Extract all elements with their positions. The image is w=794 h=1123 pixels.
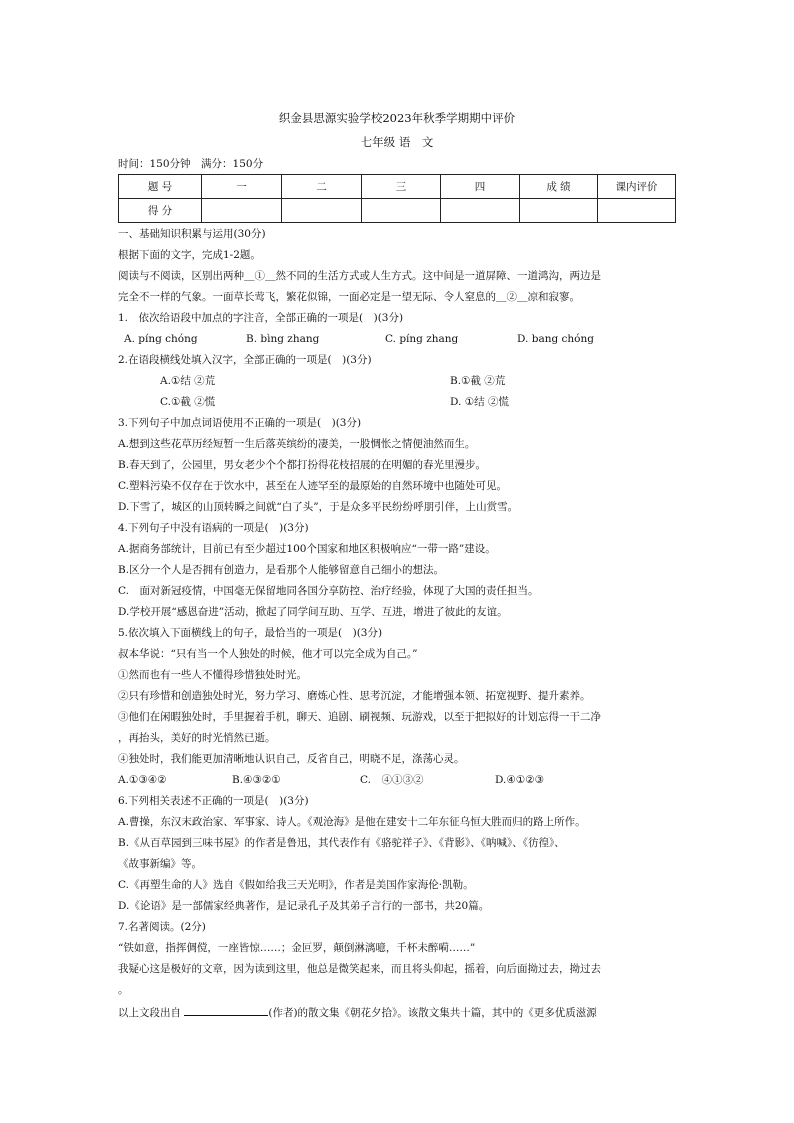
option-b: B.④③②① <box>232 774 281 786</box>
option-b: B.区分一个人是否拥有创造力，是看那个人能够留意自己细小的想法。 <box>118 564 445 576</box>
question-stem: 4.下列句子中没有语病的一项是( )(3分) <box>118 522 309 534</box>
passage-line: 阅读与不阅读，区别出两种＿①＿然不同的生活方式或人生方式。这中间是一道屏障、一道鸿沟，两边是 <box>118 270 601 282</box>
option-a: A.据商务部统计，目前已有至少超过100个国家和地区积极响应“一带一路”建设。 <box>118 543 496 555</box>
score-label-cell: 得 分 <box>119 199 202 223</box>
option-a: A.①结 ②荒 <box>160 375 216 387</box>
option-a: A. píng chóng <box>124 333 198 345</box>
fill-in-line <box>118 1004 597 1020</box>
author-blank[interactable] <box>184 1004 268 1016</box>
header-cell: 课内评价 <box>598 175 676 199</box>
option-a: A.①③④② <box>118 774 167 786</box>
option-b: B.①截 ②荒 <box>450 375 506 387</box>
score-table <box>118 174 676 223</box>
exam-subtitle: 七年级 语 文 <box>360 135 434 149</box>
header-cell: 二 <box>282 175 362 199</box>
section-intro: 根据下面的文字，完成1-2题。 <box>118 249 261 261</box>
question-stem: 1. 依次给语段中加点的字注音，全部正确的一项是( )(3分) <box>118 312 404 324</box>
option-d: D. bang chóng <box>517 333 594 345</box>
sentence-3-cont: ，再抬头，美好的时光悄然已逝。 <box>118 732 276 744</box>
question-quote: 叔本华说：“只有当一个人独处的时候，他才可以完全成为自己。” <box>118 648 418 660</box>
option-c: C.《再塑生命的人》选自《假如给我三天光明》，作者是美国作家海伦·凯勒。 <box>118 879 474 891</box>
option-c: C. 面对新冠疫情，中国毫无保留地同各国分享防控、治疗经验，体现了大国的责任担当。 <box>118 585 539 597</box>
score-cell[interactable] <box>520 199 598 223</box>
sentence-1: ①然而也有一些人不懂得珍惜独处时光。 <box>118 669 307 681</box>
option-d: D.④①②③ <box>495 774 545 786</box>
passage-line: 完全不一样的气象。一面草长莺飞，繁花似锦，一面必定是一望无际、令人窒息的＿②＿凉和寂寥。 <box>118 291 580 303</box>
score-cell[interactable] <box>282 199 362 223</box>
header-cell: 一 <box>202 175 282 199</box>
sentence-4: ④独处时，我们能更加清晰地认识自己，反省自己，明晓不足，涤荡心灵。 <box>118 753 465 765</box>
option-c: C.塑料污染不仅存在于饮水中，甚至在人迹罕至的最原始的自然环境中也随处可见。 <box>118 480 507 492</box>
score-table-header-row <box>119 175 676 199</box>
score-cell[interactable] <box>598 199 676 223</box>
score-cell[interactable] <box>441 199 520 223</box>
question-stem: 6.下列相关表述不正确的一项是( )(3分) <box>118 795 309 807</box>
header-cell: 成 绩 <box>520 175 598 199</box>
section-heading: 一、基础知识积累与运用(30分) <box>118 228 266 240</box>
option-c: C.①截 ②慌 <box>160 396 216 408</box>
question-stem: 3.下列句子中加点词语使用不正确的一项是( )(3分) <box>118 417 362 429</box>
score-cell[interactable] <box>202 199 282 223</box>
option-a: A.想到这些花草历经短暂一生后落英缤纷的凄美，一股惆怅之情便油然而生。 <box>118 438 476 450</box>
exam-title: 织金县思源实验学校2023年秋季学期期中评价 <box>278 111 516 125</box>
score-table-score-row <box>119 199 676 223</box>
passage-line: 。 <box>118 984 129 996</box>
option-d: D. ①结 ②慌 <box>450 396 509 408</box>
option-b: B. bìng zhang <box>246 333 320 345</box>
question-stem: 2.在语段横线处填入汉字，全部正确的一项是( )(3分) <box>118 354 372 366</box>
header-cell: 三 <box>362 175 441 199</box>
passage-line: 我疑心这是极好的文章，因为读到这里，他总是微笑起来，而且将头仰起，摇着，向后面拗过去，拗过去 <box>118 963 601 975</box>
exam-meta: 时间：150分钟 满分：150分 <box>118 158 264 170</box>
option-b: B.《从百草园到三味书屋》的作者是鲁迅，其代表作有《骆驼祥子》、《背影》、《呐喊》、《彷徨》、 <box>118 837 565 849</box>
score-cell[interactable] <box>362 199 441 223</box>
option-d: D.下雪了，城区的山顶转瞬之间就“白了头”，于是众多平民纷纷呼朋引伴，上山赏雪。 <box>118 501 519 513</box>
header-cell: 题 号 <box>119 175 202 199</box>
option-b-cont: 《故事新编》等。 <box>118 858 202 870</box>
option-a: A.曹操，东汉末政治家、军事家、诗人。《观沧海》是他在建安十二年东征乌恒大胜而归的路上所作。 <box>118 816 586 828</box>
question-quote: “铁如意，指挥倜傥，一座皆惊……；金叵罗，颠倒淋漓噫，千杯未醉嗬……” <box>118 942 476 954</box>
option-d: D.学校开展“感恩奋进”活动，掀起了同学间互助、互学、互进，增进了彼此的友谊。 <box>118 606 508 618</box>
option-b: B.春天到了，公园里，男女老少个个都打扮得花枝招展的在明媚的春光里漫步。 <box>118 459 487 471</box>
option-c: C. ④①③② <box>360 774 424 786</box>
question-stem: 5.依次填入下面横线上的句子，最恰当的一项是( )(3分) <box>118 627 383 639</box>
fill-in-suffix: (作者)的散文集《朝花夕拾》。该散文集共十篇，其中的《更多优质滋源 <box>268 1007 597 1019</box>
fill-in-prefix: 以上文段出自 <box>118 1007 181 1019</box>
header-cell: 四 <box>441 175 520 199</box>
sentence-3: ③他们在闲暇独处时，手里握着手机，聊天、追剧、刷视频、玩游戏，以至于把拟好的计划忘得一干二净 <box>118 711 601 723</box>
sentence-2: ②只有珍惜和创造独处时光，努力学习、磨炼心性、思考沉淀，才能增强本领、拓宽视野、提升素养。 <box>118 690 591 702</box>
option-d: D.《论语》是一部儒家经典著作，是记录孔子及其弟子言行的一部书，共20篇。 <box>118 900 490 912</box>
question-stem: 7.名著阅读。(2分) <box>118 921 206 933</box>
option-c: C. píng zhang <box>385 333 459 345</box>
